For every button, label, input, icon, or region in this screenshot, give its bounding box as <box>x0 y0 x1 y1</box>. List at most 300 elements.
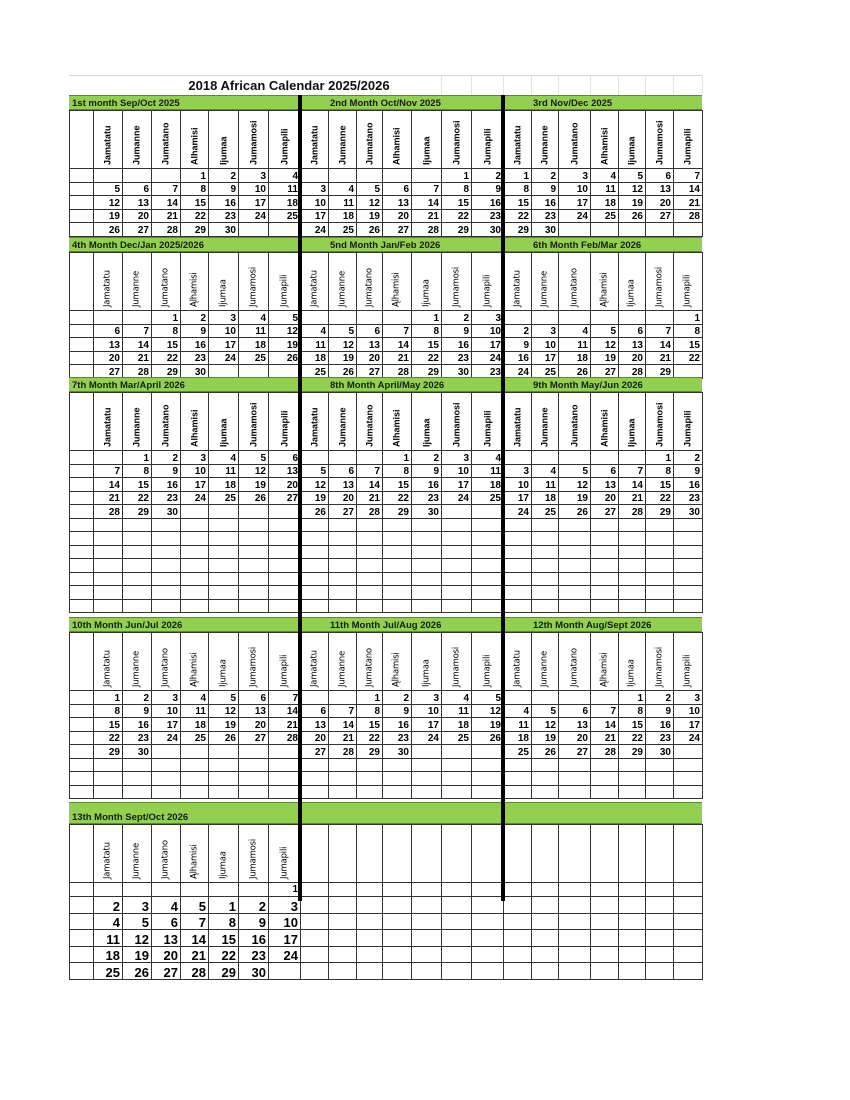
week-row <box>504 464 703 478</box>
empty-cell <box>70 731 94 745</box>
weekday-header <box>209 633 239 691</box>
week-row <box>301 731 504 745</box>
day-cell: 12 <box>591 338 619 352</box>
week-row <box>301 223 504 237</box>
weekday-header-row <box>504 825 703 883</box>
day-cell: 24 <box>301 223 329 237</box>
weekday-header <box>269 393 301 451</box>
day-cell: 8 <box>412 324 442 338</box>
header-cell <box>70 633 94 691</box>
weekday-header <box>619 393 646 451</box>
empty-cell <box>209 559 239 573</box>
day-cell <box>94 883 123 897</box>
day-cell: 3 <box>209 311 239 325</box>
empty-cell <box>646 785 674 799</box>
week-row <box>504 324 703 338</box>
week-row <box>70 311 301 325</box>
week-row <box>301 182 504 196</box>
empty-cell <box>472 559 504 573</box>
empty-cell <box>94 758 123 772</box>
day-cell <box>301 691 329 705</box>
empty-cell <box>70 351 94 365</box>
week-row <box>70 223 301 237</box>
day-cell <box>619 311 646 325</box>
day-cell: 17 <box>152 718 181 732</box>
blank-row <box>504 559 703 573</box>
empty-cell <box>472 785 504 799</box>
empty-cell <box>301 758 329 772</box>
weekday-label: Jumanne <box>337 407 347 447</box>
day-cell <box>504 311 532 325</box>
day-cell <box>591 223 619 237</box>
empty-cell <box>559 913 591 930</box>
weekday-header <box>239 633 269 691</box>
weekday-header <box>559 111 591 169</box>
day-cell: 27 <box>559 745 591 759</box>
day-cell: 24 <box>152 731 181 745</box>
weekday-header <box>269 825 301 883</box>
day-cell: 1 <box>646 451 674 465</box>
empty-cell <box>301 572 329 586</box>
weekday-label: Jumapili <box>279 128 289 165</box>
day-cell: 24 <box>209 351 239 365</box>
empty-cell <box>70 311 94 325</box>
weekday-label: Ijumaa <box>218 279 228 307</box>
empty-cell <box>181 545 209 559</box>
empty-cell <box>646 883 674 897</box>
week-row <box>70 691 301 705</box>
weekday-label: Jumatano <box>160 840 171 879</box>
month-header-bar <box>69 617 300 632</box>
empty-cell <box>70 772 94 786</box>
day-cell: 25 <box>239 351 269 365</box>
empty-cell <box>357 545 383 559</box>
weekday-label: Alhamisi <box>391 127 402 165</box>
empty-cell <box>591 963 619 980</box>
empty-cell <box>329 785 357 799</box>
weekday-label: Jumanne <box>131 843 142 879</box>
blank-row <box>301 532 504 546</box>
week-row <box>70 946 301 963</box>
weekday-label: Jumanne <box>337 125 347 165</box>
day-cell: 19 <box>357 209 383 223</box>
empty-cell <box>70 897 94 914</box>
weekday-header <box>412 253 442 311</box>
empty-cell <box>70 451 94 465</box>
day-cell: 7 <box>383 324 412 338</box>
day-cell: 13 <box>559 718 591 732</box>
day-cell: 13 <box>152 930 181 947</box>
blank-row <box>70 572 301 586</box>
week-row <box>504 351 703 365</box>
day-cell: 18 <box>442 718 472 732</box>
empty-cell <box>181 772 209 786</box>
header-cell <box>591 825 619 883</box>
weekday-header <box>646 111 674 169</box>
weekday-label: Jumamosi <box>654 402 664 447</box>
month-title: 4th Month Dec/Jan 2025/2026 <box>72 240 204 251</box>
weekday-label: Jumapili <box>279 274 289 307</box>
empty-cell <box>70 758 94 772</box>
empty-cell <box>357 572 383 586</box>
empty-cell <box>646 545 674 559</box>
header-cell <box>504 825 532 883</box>
blank-row <box>504 946 703 963</box>
day-cell: 3 <box>123 897 152 914</box>
day-cell <box>646 223 674 237</box>
day-cell: 12 <box>209 704 239 718</box>
day-cell: 8 <box>94 704 123 718</box>
weekday-header <box>504 633 532 691</box>
week-row <box>70 745 301 759</box>
day-cell <box>532 691 559 705</box>
day-cell: 24 <box>674 731 703 745</box>
empty-cell <box>123 545 152 559</box>
empty-cell <box>269 545 301 559</box>
empty-cell <box>357 946 383 963</box>
empty-cell <box>674 930 703 947</box>
empty-cell <box>70 586 94 600</box>
day-cell: 3 <box>412 691 442 705</box>
empty-cell <box>472 586 504 600</box>
day-cell: 29 <box>412 365 442 379</box>
day-cell <box>532 311 559 325</box>
week-row <box>504 223 703 237</box>
header-cell <box>383 825 412 883</box>
weekday-label: Jumamosi <box>654 120 664 165</box>
weekday-header-row <box>301 111 504 169</box>
weekday-header-row <box>70 111 301 169</box>
empty-cell <box>646 946 674 963</box>
empty-cell <box>70 930 94 947</box>
empty-cell <box>442 930 472 947</box>
empty-cell <box>412 572 442 586</box>
empty-cell <box>504 772 532 786</box>
weekday-label: Jumanne <box>539 407 550 447</box>
weekday-header <box>472 253 504 311</box>
empty-cell <box>329 883 357 897</box>
weekday-header <box>532 111 559 169</box>
day-cell: 28 <box>674 209 703 223</box>
header-cell <box>329 825 357 883</box>
week-row <box>301 691 504 705</box>
empty-cell <box>181 758 209 772</box>
empty-cell <box>442 772 472 786</box>
day-cell <box>357 169 383 183</box>
week-row <box>504 311 703 325</box>
empty-cell <box>619 913 646 930</box>
day-cell: 29 <box>383 505 412 519</box>
weekday-label: Jamatatu <box>512 270 522 307</box>
weekday-label: Jamatatu <box>102 650 113 687</box>
weekday-label: Jumapili <box>279 410 289 447</box>
day-cell: 20 <box>559 731 591 745</box>
day-cell: 26 <box>532 745 559 759</box>
month-header-bar <box>69 377 300 392</box>
blank-row <box>301 883 504 897</box>
empty-cell <box>209 532 239 546</box>
empty-cell <box>152 518 181 532</box>
day-cell: 16 <box>209 196 239 210</box>
day-cell <box>209 745 239 759</box>
day-cell <box>674 223 703 237</box>
weekday-header <box>674 393 703 451</box>
header-cell <box>472 825 504 883</box>
weekday-header <box>123 633 152 691</box>
day-cell: 25 <box>591 209 619 223</box>
empty-cell <box>123 785 152 799</box>
day-cell: 18 <box>209 478 239 492</box>
weekday-header <box>674 633 703 691</box>
empty-cell <box>329 897 357 914</box>
day-cell: 28 <box>357 505 383 519</box>
empty-cell <box>646 518 674 532</box>
day-cell: 26 <box>559 365 591 379</box>
day-cell: 6 <box>269 451 301 465</box>
empty-cell <box>442 785 472 799</box>
day-cell: 13 <box>383 196 412 210</box>
day-cell: 9 <box>209 182 239 196</box>
weekday-header <box>383 393 412 451</box>
day-cell: 2 <box>383 691 412 705</box>
day-cell: 24 <box>504 365 532 379</box>
day-cell: 26 <box>559 505 591 519</box>
month-title: 2nd Month Oct/Nov 2025 <box>330 98 441 109</box>
column-divider <box>501 95 505 901</box>
header-cell <box>646 825 674 883</box>
empty-cell <box>532 545 559 559</box>
day-cell: 24 <box>442 491 472 505</box>
empty-cell <box>301 586 329 600</box>
day-cell: 15 <box>383 478 412 492</box>
empty-cell <box>301 545 329 559</box>
weekday-header <box>152 393 181 451</box>
month-title: 8th Month April/May 2026 <box>330 380 445 391</box>
empty-cell <box>152 758 181 772</box>
weekday-label: Jumanne <box>131 651 142 687</box>
day-cell: 16 <box>181 338 209 352</box>
weekday-header <box>442 111 472 169</box>
weekday-header <box>269 253 301 311</box>
weekday-header <box>646 393 674 451</box>
day-cell <box>94 451 123 465</box>
day-cell: 12 <box>123 930 152 947</box>
month-header-bar <box>69 237 300 252</box>
empty-cell <box>70 691 94 705</box>
day-cell: 27 <box>152 963 181 980</box>
empty-cell <box>94 572 123 586</box>
day-cell: 29 <box>152 365 181 379</box>
weekday-label: Jumatano <box>160 122 171 165</box>
empty-cell <box>239 532 269 546</box>
weekday-header <box>94 633 123 691</box>
day-cell: 19 <box>329 351 357 365</box>
day-cell: 11 <box>301 338 329 352</box>
weekday-header <box>412 393 442 451</box>
weekday-header <box>181 393 209 451</box>
empty-cell <box>269 785 301 799</box>
weekday-header <box>674 253 703 311</box>
weekday-label: Jumamosi <box>248 120 258 165</box>
day-cell: 9 <box>412 464 442 478</box>
empty-cell <box>301 913 329 930</box>
empty-cell <box>412 518 442 532</box>
blank-row <box>504 883 703 897</box>
day-cell: 6 <box>152 913 181 930</box>
blank-row <box>301 599 504 613</box>
empty-cell <box>504 559 532 573</box>
week-row <box>504 365 703 379</box>
weekday-label: Jamatatu <box>309 270 319 307</box>
day-cell: 15 <box>412 338 442 352</box>
empty-cell <box>532 559 559 573</box>
week-row <box>504 209 703 223</box>
empty-cell <box>269 518 301 532</box>
empty-cell <box>357 930 383 947</box>
day-cell: 3 <box>181 451 209 465</box>
weekday-header <box>674 111 703 169</box>
empty-cell <box>383 559 412 573</box>
empty-cell <box>70 518 94 532</box>
day-cell: 21 <box>646 351 674 365</box>
empty-cell <box>70 223 94 237</box>
day-cell: 30 <box>152 505 181 519</box>
day-cell: 19 <box>559 491 591 505</box>
empty-cell <box>357 518 383 532</box>
week-row <box>301 338 504 352</box>
weekday-header <box>181 253 209 311</box>
day-cell: 2 <box>504 324 532 338</box>
empty-cell <box>412 599 442 613</box>
weekday-header <box>357 253 383 311</box>
weekday-header-row <box>504 393 703 451</box>
day-cell: 4 <box>301 324 329 338</box>
empty-cell <box>239 518 269 532</box>
empty-cell <box>301 883 329 897</box>
day-cell: 13 <box>269 464 301 478</box>
empty-cell <box>94 532 123 546</box>
day-cell: 12 <box>329 338 357 352</box>
day-cell: 14 <box>181 930 209 947</box>
weekday-header-row <box>70 825 301 883</box>
month-header-bar <box>503 237 702 252</box>
day-cell: 16 <box>504 351 532 365</box>
weekday-label: Ijumaa <box>421 659 431 687</box>
empty-cell <box>357 772 383 786</box>
empty-grid <box>300 824 504 980</box>
empty-cell <box>269 772 301 786</box>
day-cell <box>532 451 559 465</box>
day-cell: 12 <box>472 704 504 718</box>
empty-cell <box>442 946 472 963</box>
weekday-header <box>123 393 152 451</box>
weekday-label: Jumapili <box>482 274 492 307</box>
empty-cell <box>646 559 674 573</box>
day-cell: 4 <box>559 324 591 338</box>
empty-cell <box>504 785 532 799</box>
empty-cell <box>646 897 674 914</box>
day-cell: 10 <box>559 182 591 196</box>
day-cell: 3 <box>674 691 703 705</box>
day-cell <box>181 505 209 519</box>
empty-cell <box>301 897 329 914</box>
day-cell: 27 <box>301 745 329 759</box>
day-cell: 29 <box>181 223 209 237</box>
empty-cell <box>181 586 209 600</box>
weekday-label: Ijumaa <box>421 279 431 307</box>
day-cell: 14 <box>329 718 357 732</box>
day-cell: 26 <box>472 731 504 745</box>
weekday-label: Ijumaa <box>421 136 431 165</box>
week-row <box>70 897 301 914</box>
day-cell: 9 <box>504 338 532 352</box>
empty-cell <box>674 913 703 930</box>
empty-cell <box>532 963 559 980</box>
day-cell: 11 <box>209 464 239 478</box>
day-cell: 22 <box>152 351 181 365</box>
day-cell: 29 <box>619 745 646 759</box>
day-cell: 28 <box>619 365 646 379</box>
day-cell: 4 <box>532 464 559 478</box>
empty-cell <box>532 897 559 914</box>
empty-cell <box>591 785 619 799</box>
empty-cell <box>152 772 181 786</box>
empty-cell <box>94 586 123 600</box>
day-cell: 30 <box>472 223 504 237</box>
day-cell <box>269 963 301 980</box>
day-cell: 12 <box>269 324 301 338</box>
day-cell: 26 <box>357 223 383 237</box>
day-cell <box>472 745 504 759</box>
day-cell: 20 <box>94 351 123 365</box>
day-cell: 15 <box>442 196 472 210</box>
empty-cell <box>70 883 94 897</box>
weekday-header <box>532 253 559 311</box>
weekday-header <box>269 111 301 169</box>
weekday-header <box>209 253 239 311</box>
empty-cell <box>559 518 591 532</box>
day-cell: 20 <box>152 946 181 963</box>
day-cell <box>329 169 357 183</box>
blank-row <box>70 532 301 546</box>
day-cell: 13 <box>123 196 152 210</box>
day-cell: 5 <box>532 704 559 718</box>
weekday-header <box>181 111 209 169</box>
empty-cell <box>472 930 504 947</box>
day-cell: 18 <box>504 731 532 745</box>
day-cell: 25 <box>532 365 559 379</box>
weekday-label: Jumatano <box>160 648 171 687</box>
day-cell: 21 <box>357 491 383 505</box>
empty-cell <box>209 572 239 586</box>
day-cell <box>269 745 301 759</box>
empty-cell <box>123 758 152 772</box>
day-cell: 7 <box>591 704 619 718</box>
empty-cell <box>646 758 674 772</box>
blank-row <box>70 545 301 559</box>
empty-cell <box>70 559 94 573</box>
day-cell: 10 <box>239 182 269 196</box>
day-cell: 8 <box>181 182 209 196</box>
day-cell: 26 <box>123 963 152 980</box>
day-cell: 8 <box>152 324 181 338</box>
empty-cell <box>412 545 442 559</box>
day-cell: 12 <box>532 718 559 732</box>
weekday-header <box>646 633 674 691</box>
weekday-label: Ąlhamisi <box>599 272 609 307</box>
day-cell: 27 <box>591 365 619 379</box>
empty-cell <box>472 946 504 963</box>
